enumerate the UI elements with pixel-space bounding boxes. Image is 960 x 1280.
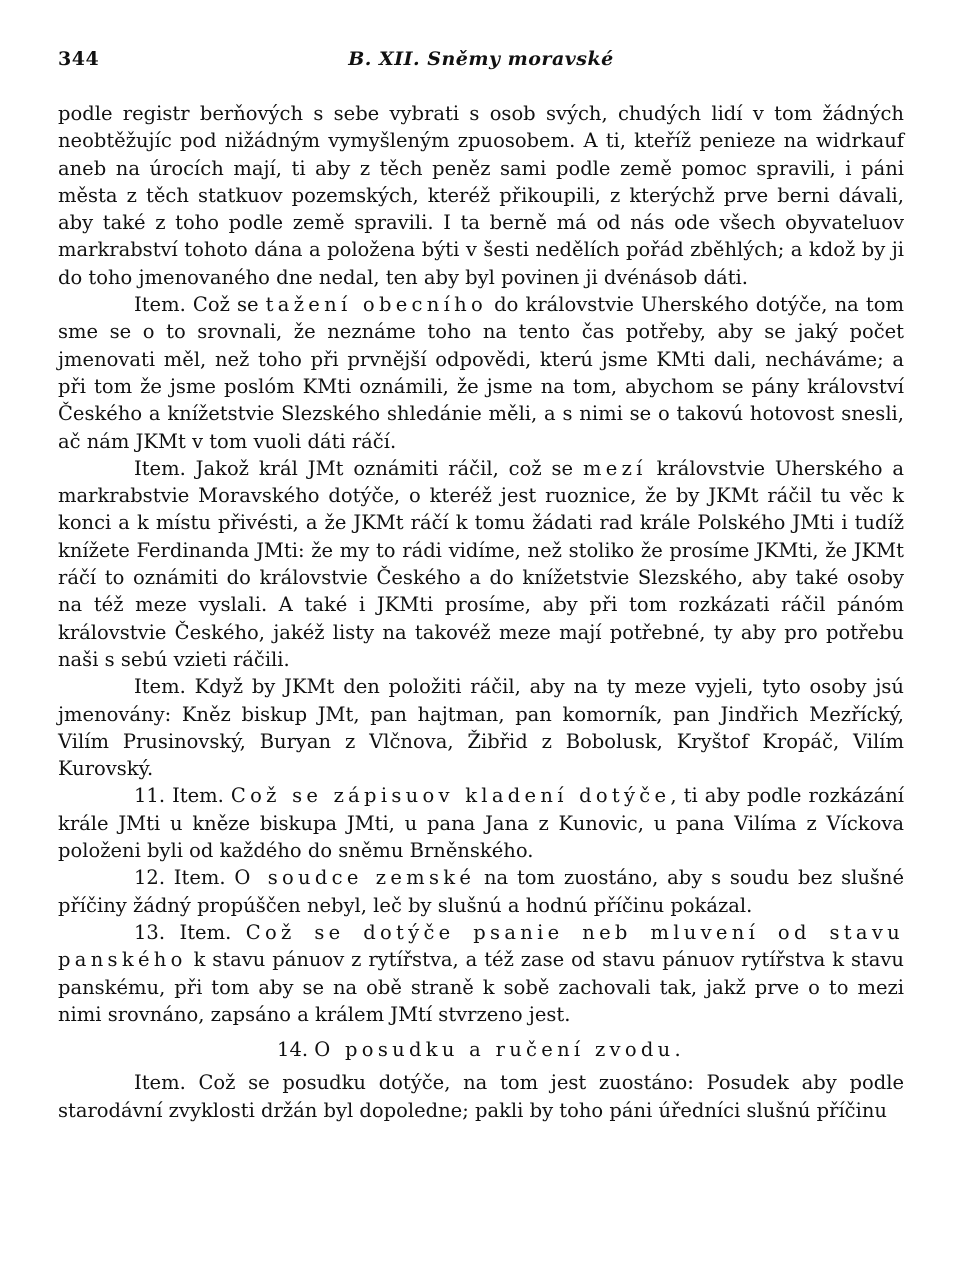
paragraph-text: podle registr berňových s sebe vybrati s osob svých, chudých lidí v tom žádných neobtěžujíc pod nižádným vymyšleným zpuosobem. A ti, kteříž penieze na widrkauf aneb na úrocích mají, ti aby z těch peněz sami podle země pomoc spravili, i páni města z těch statkuov pozemských, kteréž přikoupili, z kterýchž prve berni dávali, aby také z toho podle země spravili. I ta berně má od nás ode všech obyvateluov markrabství tohoto dána a položena býti v šesti nedělích pořád zběhlých; a kdož by ji do toho jmenovaného dne nedal, ten aby byl povinen ji dvénásob dáti. [58, 102, 904, 289]
paragraph-berne [58, 100, 904, 291]
spaced-emphasis: Což se dotýče psanie neb mluvení od stavu panského [58, 920, 904, 972]
paragraph-text: k stavu pánuov z rytířstva, a též zase od stavu pánuov rytířstva k stavu panskému, při tom aby se na obě straně k sobě zachovali tak, jakž prve o to mezi nimi srovnáno, zapsáno a králem JMtí stvrzeno jest. [58, 948, 904, 1026]
body-text [58, 100, 904, 1124]
paragraph-text: Item. Což se [134, 293, 266, 317]
paragraph-tazeni-obecniho [58, 291, 904, 455]
paragraph-posudek [58, 1069, 904, 1124]
page-header [58, 48, 904, 78]
spaced-emphasis: O posudku a ručení zvodu. [314, 1038, 685, 1062]
paragraph-osoby [58, 673, 904, 782]
spaced-emphasis: tažení obecního [265, 293, 488, 317]
page-number: 344 [58, 48, 100, 70]
paragraph-text: do královstvie Uherského dotýče, na tom sme se o to srovnali, že neznáme toho na tento čas potřeby, aby se jaký počet jmenovati měl, než toho při prvnější odpovědi, kterú jsme KMti dali, necháváme; a při tom že jsme poslóm KMti oznámili, že jsme na tom, abychom se pány království Českého a knížetstvie Slezského shledánie měli, a s nimi se o takovú hotovost snesli, ač nám JKMt v tom vuoli dáti ráčí. [58, 293, 904, 453]
heading-number: 14. [277, 1038, 315, 1062]
paragraph-text: Item. Což se posudku dotýče, na tom jest zuostáno: Posudek aby podle starodávní zvyklosti držán byl dopoledne; pakli by toho páni úředníci slušnú příčinu [58, 1071, 904, 1122]
paragraph-text: 13. Item. [134, 920, 246, 944]
paragraph-text: 12. Item. [134, 866, 235, 890]
paragraph-text: královstvie Uherského a markrabstvie Moravského dotýče, o kteréž jest ruoznice, že by JKMt ráčil tu věc k konci a k místu přivésti, a že JKMt ráčí k tomu žádati rad krále Polského JMti i tudíž knížete Ferdinanda JMti: že my to rádi vidíme, než stoliko že prosíme JKMti, že JKMt ráčí to oznámiti do královstvie Českého a do knížetstvie Slezského, aby také osoby na též meze vyslali. A také i JKMti prosíme, aby při tom rozkázati ráčil pánóm královstvie Českého, jakéž listy na takovéž meze mají potřebné, ty aby pro potřebu naši s sebú vzieti ráčili. [58, 456, 904, 671]
paragraph-mezi [58, 455, 904, 673]
paragraph-text: , ti aby podle rozkázání krále JMti u kněze biskupa JMti, u pana Jana z Kunovic, u pana Vilíma z Víckova položeni byli od každého do sněmu Brněnského. [58, 784, 904, 863]
spaced-emphasis: Což se zápisuov kladení dotýče [230, 784, 671, 808]
paragraph-text: Item. Jakož král JMt oznámiti ráčil, což se [134, 456, 583, 480]
spaced-emphasis: mezí [583, 456, 647, 480]
paragraph-13 [58, 919, 904, 1028]
spaced-emphasis: O soudce zemské [234, 866, 476, 890]
paragraph-text: 11. Item. [134, 784, 231, 808]
paragraph-11 [58, 782, 904, 864]
section-heading-14 [58, 1036, 904, 1063]
running-title: B. XII. Sněmy moravské [348, 48, 614, 70]
paragraph-text: na tom zuostáno, aby s soudu bez slušné příčiny žádný propúščen nebyl, leč by slušnú a hodnú příčinu pokázal. [58, 866, 904, 917]
paragraph-12 [58, 864, 904, 919]
paragraph-text: Item. Když by JKMt den položiti ráčil, aby na ty meze vyjeli, tyto osoby jsú jmenovány: Kněz biskup JMt, pan hajtman, pan komorník, pan Jindřich Mezřícký, Vilím Prusinovský, Buryan z Vlčnova, Žibřid z Bobolusk, Kryštof Kropáč, Vilím Kurovský. [58, 675, 904, 781]
